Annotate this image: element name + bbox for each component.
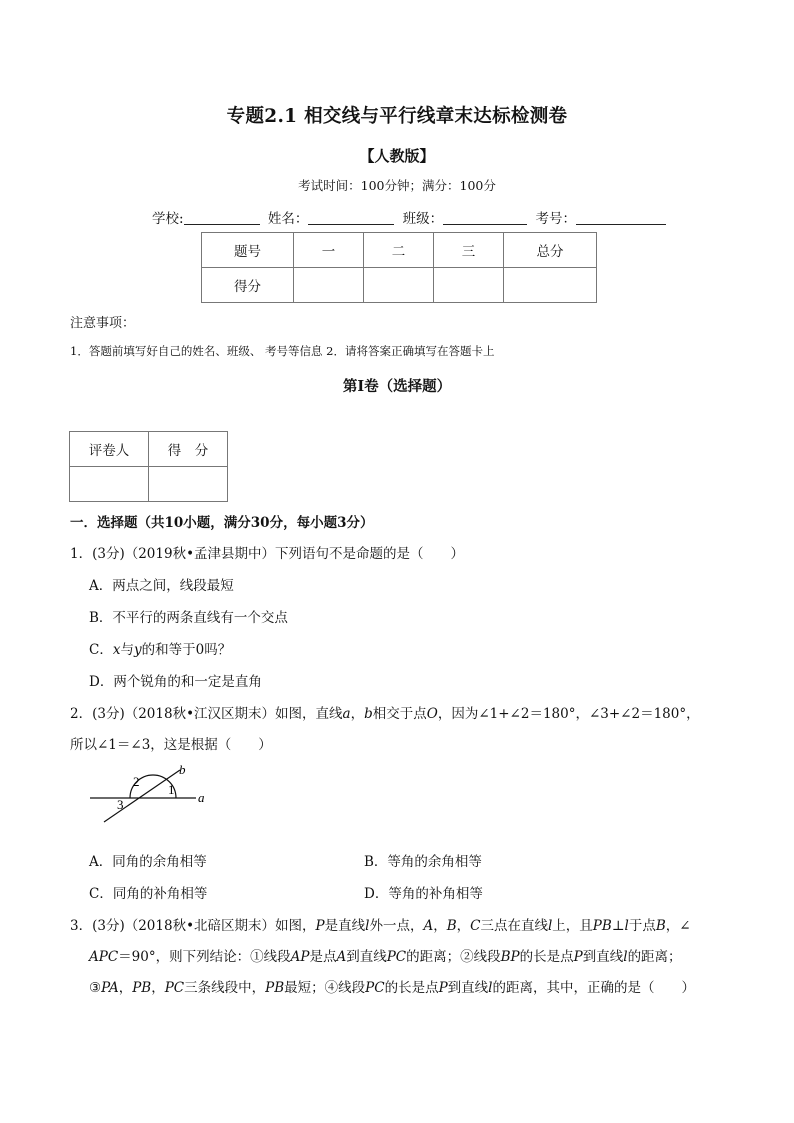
- question-2-stem-line2: 所以∠1＝∠3，这是根据（ ）: [70, 737, 272, 753]
- q3-var: PB: [592, 918, 612, 934]
- score-input-cell[interactable]: [434, 268, 504, 303]
- q1-option-b[interactable]: B．不平行的两条直线有一个交点: [89, 610, 288, 626]
- q3-var: AP: [290, 949, 310, 965]
- score-input-cell[interactable]: [364, 268, 434, 303]
- q2-text: 相交于点: [372, 706, 427, 722]
- q3-text: ，: [433, 918, 447, 934]
- q3-text: ，∠: [665, 918, 691, 934]
- q1-c-text: 的和等于0吗？: [141, 642, 232, 658]
- q3-text: 是点: [309, 949, 337, 965]
- q3-text: 外一点，: [369, 918, 424, 934]
- angle-label-3: 3: [117, 797, 124, 812]
- name-blank[interactable]: [308, 210, 394, 225]
- q3-text: 三点在直线: [480, 918, 548, 934]
- q3-var: A: [336, 949, 347, 965]
- score-table-score-row: [202, 268, 597, 303]
- q3-text: 三条线段中，: [184, 980, 266, 996]
- angle-label-2: 2: [133, 774, 140, 789]
- line-b-label: b: [179, 762, 186, 777]
- q1-option-d[interactable]: D．两个锐角的和一定是直角: [89, 674, 262, 690]
- q3-var: PC: [164, 980, 185, 996]
- q3-text: 到直线: [346, 949, 387, 965]
- angle-label-1: 1: [168, 782, 175, 797]
- reviewer-input-cell[interactable]: [70, 467, 149, 502]
- page-title: 专题2.1 相交线与平行线章末达标检测卷: [226, 106, 568, 127]
- class-blank[interactable]: [443, 210, 527, 225]
- q2-text: ，因为∠1+∠2＝180°，∠3+∠2＝180°，: [437, 706, 700, 722]
- number-blank[interactable]: [576, 210, 666, 225]
- q3-var: P: [315, 918, 325, 934]
- question-3-stem-line1: [70, 914, 691, 934]
- q3-var: C: [470, 918, 481, 934]
- score-table-header-row: [202, 233, 597, 268]
- volume-heading: 第Ⅰ卷（选择题）: [342, 378, 452, 395]
- notes-line: 1．答题前填写好自己的姓名、班级、 考号等信息 2．请将答案正确填写在答题卡上: [70, 344, 495, 358]
- q3-var: PC: [386, 949, 407, 965]
- q3-var: P: [573, 949, 583, 965]
- q3-var: B: [655, 918, 666, 934]
- q3-text: 是直线: [324, 918, 366, 934]
- score-table-cell: 题号: [202, 233, 294, 268]
- q1-option-c[interactable]: [89, 638, 231, 658]
- q3-text: 的距离；②线段: [406, 949, 501, 965]
- q3-var: l: [365, 918, 370, 934]
- q2-option-c[interactable]: C．同角的补角相等: [89, 886, 208, 902]
- q3-text: 的距离；: [627, 949, 682, 965]
- q1-option-a[interactable]: A．两点之间，线段最短: [89, 578, 234, 594]
- score-input-cell[interactable]: [149, 467, 228, 502]
- q3-text: 最短；④线段: [284, 980, 366, 996]
- q3-text: ，: [151, 980, 165, 996]
- edition-label: 【人教版】: [359, 147, 435, 165]
- question-3-stem-line2: [89, 945, 682, 965]
- q3-text: 于点: [628, 918, 656, 934]
- score-input-cell[interactable]: [294, 268, 364, 303]
- q3-var: l: [488, 980, 493, 996]
- q1-c-var: x: [112, 642, 121, 658]
- score-table-cell: 得分: [202, 268, 294, 303]
- q3-text: 的距离，其中，正确的是（ ）: [492, 980, 695, 996]
- notes-heading: 注意事项：: [70, 316, 136, 331]
- q3-var: PA: [101, 980, 119, 996]
- section-heading: 一．选择题（共10小题，满分30分，每小题3分）: [70, 515, 374, 531]
- q3-text: ，: [118, 980, 133, 996]
- q3-var: PB: [265, 980, 285, 996]
- q2-var: a: [342, 706, 351, 722]
- q2-var: O: [426, 706, 438, 722]
- class-label: 班级：: [402, 211, 444, 227]
- q3-text: 的长是点: [519, 949, 574, 965]
- school-label: 学校:: [152, 211, 184, 227]
- q2-option-a[interactable]: A．同角的余角相等: [89, 854, 207, 870]
- q2-var: b: [364, 706, 373, 722]
- grader-table: [69, 431, 228, 502]
- question-2-stem: [70, 702, 700, 722]
- score-table: [201, 232, 597, 303]
- q3-var: l: [547, 918, 553, 934]
- q3-var: l: [623, 949, 628, 965]
- q2-option-d[interactable]: D．等角的补角相等: [364, 886, 483, 902]
- line-a-label: a: [198, 790, 205, 805]
- q3-var: PB: [132, 980, 152, 996]
- q2-option-b[interactable]: B．等角的余角相等: [364, 854, 482, 870]
- score-table-cell: 二: [364, 233, 434, 268]
- q3-text: 到直线: [447, 980, 489, 996]
- score-label: 得 分: [149, 432, 228, 467]
- q3-text: 到直线: [582, 949, 624, 965]
- q3-var: P: [438, 980, 448, 996]
- score-table-cell: 一: [294, 233, 364, 268]
- q3-var: APC: [89, 949, 119, 965]
- reviewer-label: 评卷人: [70, 432, 149, 467]
- q1-c-var: y: [133, 642, 142, 658]
- q3-var: l: [624, 918, 629, 934]
- q3-text: ，: [456, 918, 471, 934]
- intersecting-lines-figure: [88, 762, 218, 832]
- q3-text: ⊥: [611, 918, 625, 934]
- question-3-stem-line3: [89, 976, 695, 996]
- question-1-stem: 1．(3分)（2019秋•孟津县期中）下列语句不是命题的是（ ）: [70, 546, 465, 562]
- q1-c-text: 与: [120, 642, 134, 658]
- q3-var: BP: [500, 949, 520, 965]
- q2-text: ，: [350, 706, 365, 722]
- school-blank[interactable]: [184, 210, 260, 225]
- score-table-cell: 三: [434, 233, 504, 268]
- q1-c-text: C．: [89, 642, 113, 658]
- q3-text: 3．(3分)（2018秋•北碚区期末）如图，: [70, 918, 316, 934]
- q3-var: A: [423, 918, 434, 934]
- score-table-cell: 总分: [504, 233, 597, 268]
- student-info-fields: [152, 207, 666, 227]
- number-label: 考号：: [535, 211, 576, 227]
- q3-var: B: [446, 918, 457, 934]
- q3-text: 的长是点: [384, 980, 439, 996]
- exam-info: 考试时间：100分钟；满分：100分: [298, 178, 496, 193]
- q3-var: PC: [365, 980, 385, 996]
- q2-text: 2．(3分)（2018秋•江汉区期末）如图，直线: [70, 706, 343, 722]
- name-label: 姓名：: [267, 211, 309, 227]
- score-input-cell[interactable]: [504, 268, 597, 303]
- q3-text: ③: [89, 980, 102, 996]
- q3-text: 上，且: [552, 918, 593, 934]
- q3-text: ＝90°，则下列结论：①线段: [118, 949, 291, 965]
